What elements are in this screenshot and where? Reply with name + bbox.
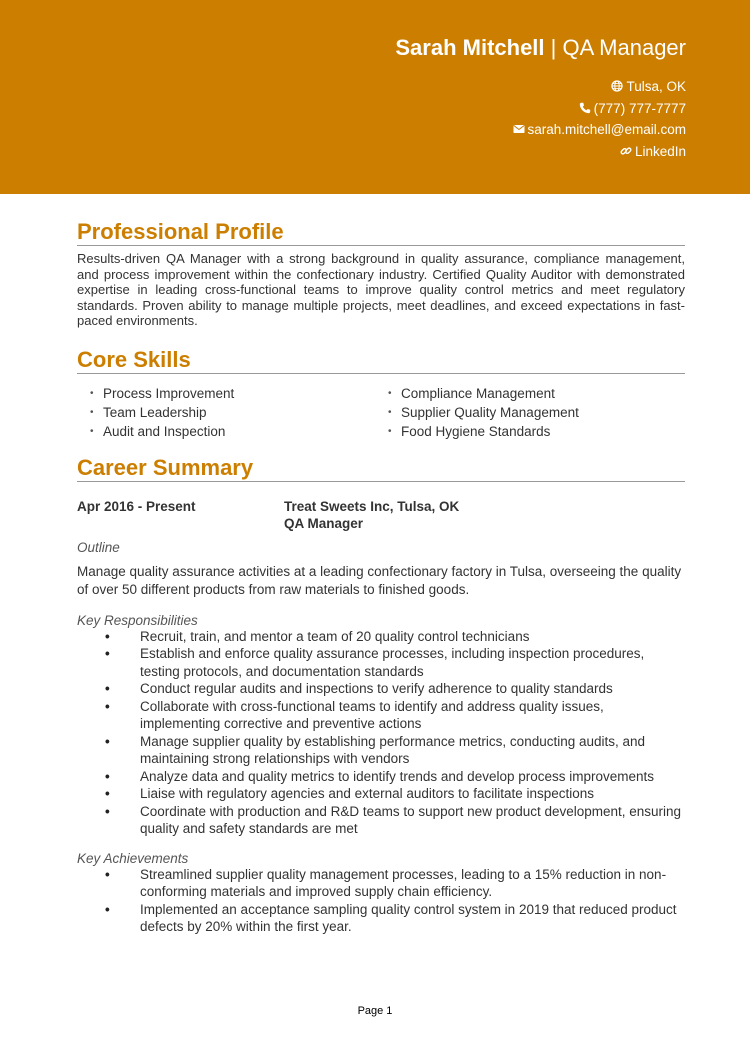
contact-list <box>513 76 687 162</box>
email-text: sarah.mitchell@email.com <box>527 122 686 137</box>
outline-label: Outline <box>77 539 120 555</box>
page-number: Page 1 <box>357 1005 393 1017</box>
skills-column-1 <box>77 384 388 441</box>
list-item: • Manage supplier quality by establishing performance metrics, conducting audits, and maintaining strong relationships with vendors <box>140 733 685 768</box>
skill-item: • Food Hygiene Standards <box>401 422 579 441</box>
career-section <box>77 454 685 936</box>
phone-icon <box>579 102 591 114</box>
achievements-label: Key Achievements <box>77 850 189 866</box>
list-item: • Collaborate with cross-functional teams to identify and address quality issues, implementing corrective and preventive actions <box>140 698 685 733</box>
list-item: • Conduct regular audits and inspections to verify adherence to quality standards <box>140 680 685 698</box>
profile-text: Results-driven QA Manager with a strong background in quality assurance, compliance management, and process improvement within the confectionary industry. Certified Quality Auditor with demonstrated expertise in leading cross-functional teams to improve quality control metrics and meet regulatory standards. Proven ability to manage multiple projects, meet deadlines, and exceed expectations in fast-paced environments. <box>77 251 685 328</box>
globe-icon <box>611 80 623 92</box>
career-heading: Career Summary <box>77 454 685 482</box>
skill-item: • Team Leadership <box>103 403 388 422</box>
skill-item: • Audit and Inspection <box>103 422 388 441</box>
contact-linkedin[interactable] <box>513 141 687 163</box>
job-company: Treat Sweets Inc, Tulsa, OK <box>284 498 460 514</box>
contact-email[interactable] <box>513 119 687 141</box>
location-text: Tulsa, OK <box>626 79 686 94</box>
resume-body <box>77 218 685 936</box>
outline-text: Manage quality assurance activities at a leading confectionary factory in Tulsa, overseeing the quality of over 50 different products from raw materials to finished goods. <box>77 563 682 597</box>
skill-item: • Compliance Management <box>401 384 579 403</box>
envelope-icon <box>513 123 525 135</box>
list-item: • Recruit, train, and mentor a team of 20 quality control technicians <box>140 628 685 646</box>
skills-column-2 <box>388 384 579 441</box>
contact-location <box>513 76 687 98</box>
list-item: • Liaise with regulatory agencies and external auditors to facilitate inspections <box>140 785 685 803</box>
name-separator: | <box>544 35 563 60</box>
profile-heading: Professional Profile <box>77 218 685 246</box>
skills-heading: Core Skills <box>77 346 685 374</box>
list-item: • Streamlined supplier quality management processes, leading to a 15% reduction in non-conforming materials and improved supply chain efficiency. <box>140 866 685 901</box>
skill-item: • Process Improvement <box>103 384 388 403</box>
job-company-role <box>284 498 459 532</box>
job-dates: Apr 2016 - Present <box>77 498 196 514</box>
skill-item: • Supplier Quality Management <box>401 403 579 422</box>
skills-section <box>77 346 685 441</box>
list-item: • Implemented an acceptance sampling quality control system in 2019 that reduced product defects by 20% within the first year. <box>140 901 685 936</box>
job-role: QA Manager <box>284 515 364 531</box>
linkedin-link[interactable]: LinkedIn <box>634 143 686 159</box>
achievements-list <box>77 866 685 936</box>
profile-section <box>77 218 685 329</box>
list-item: • Establish and enforce quality assurance processes, including inspection procedures, testing protocols, and documentation standards <box>140 645 685 680</box>
job-title: QA Manager <box>562 35 686 60</box>
skills-columns <box>77 384 685 441</box>
list-item: • Analyze data and quality metrics to identify trends and develop process improvements <box>140 768 685 786</box>
resume-header <box>0 0 750 194</box>
phone-text: (777) 777-7777 <box>593 100 686 116</box>
candidate-name: Sarah Mitchell <box>395 35 545 60</box>
link-icon <box>620 145 632 157</box>
responsibilities-list <box>77 628 685 838</box>
job-header <box>77 498 685 532</box>
list-item: • Coordinate with production and R&D teams to support new product development, ensuring quality and safety standards are met <box>140 803 685 838</box>
name-title-line <box>395 35 686 61</box>
contact-phone[interactable] <box>513 98 687 120</box>
responsibilities-label: Key Responsibilities <box>77 612 198 628</box>
